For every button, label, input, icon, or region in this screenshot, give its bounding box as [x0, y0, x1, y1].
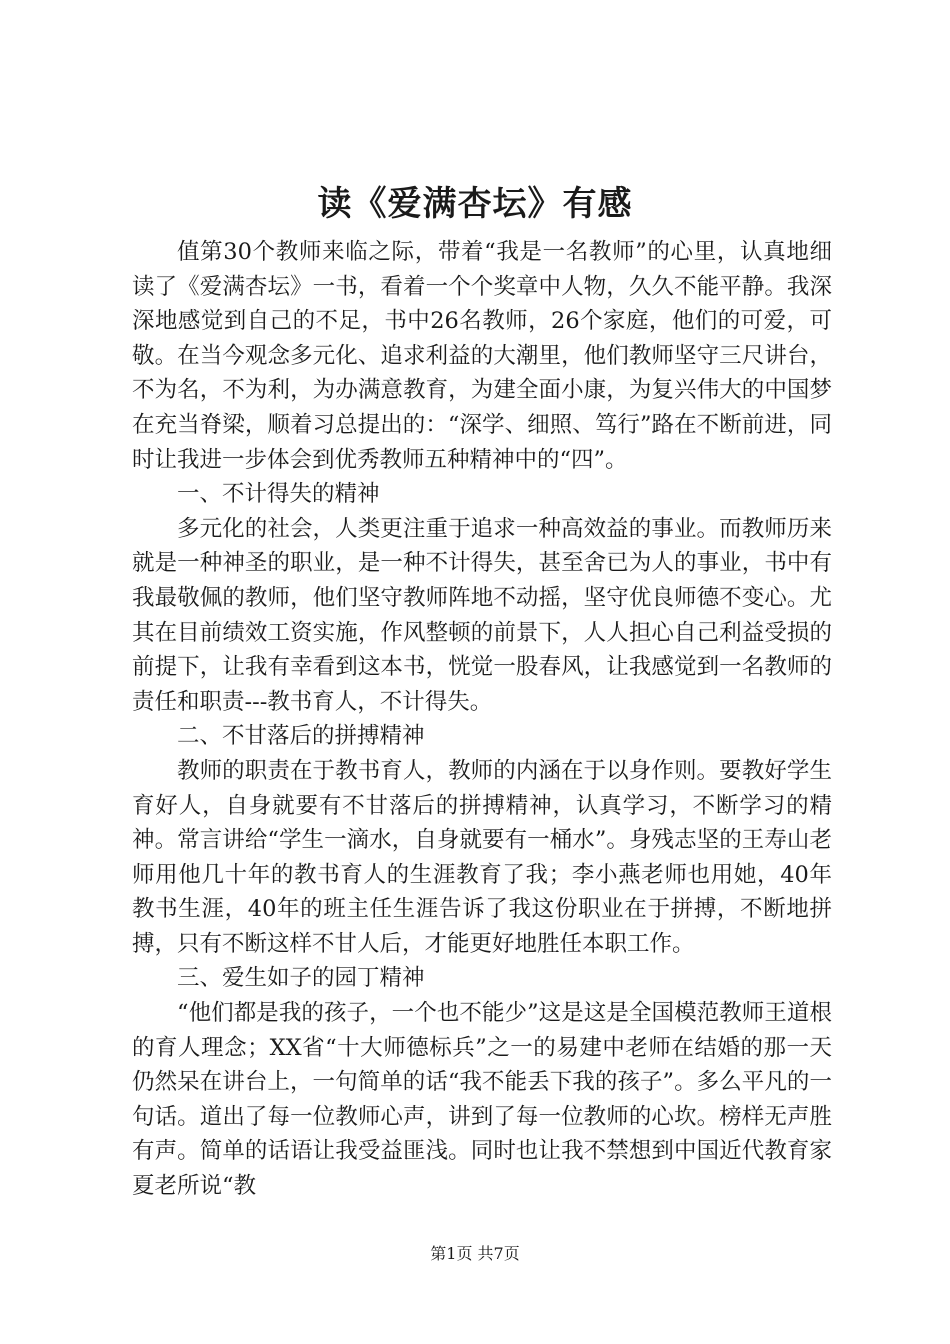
- section-heading-2: 二、不甘落后的拼搏精神: [177, 723, 425, 750]
- paragraph-section-3: “他们都是我的孩子，一个也不能少”这是这是全国模范教师王道根的育人理念；XX省“十大师德标兵”之一的易建中老师在结婚的那一天仍然呆在讲台上，一句简单的话“我不能丢下我的孩子”。多么平凡的一句话。道出了每一位教师心声，讲到了每一位教师的心坎。榜样无声胜有声。简单的话语让我受益匪浅。同时也让我不禁想到中国近代教育家夏老所说“教: [132, 1000, 832, 1200]
- paragraph-section-2: 教师的职责在于教书育人，教师的内涵在于以身作则。要教好学生育好人，自身就要有不甘落后的拼搏精神，认真学习，不断学习的精神。常言讲给“学生一滴水，自身就要有一桶水”。身残志坚的王寿山老师用他几十年的教书育人的生涯教育了我；李小燕老师也用她，40年教书生涯，40年的班主任生涯告诉了我这份职业在于拼搏，不断地拼搏，只有不断这样不甘人后，才能更好地胜任本职工作。: [132, 757, 832, 957]
- paragraph-intro: 值第30个教师来临之际，带着“我是一名教师”的心里，认真地细读了《爱满杏坛》一书，看着一个个奖章中人物，久久不能平静。我深深地感觉到自己的不足，书中26名教师，26个家庭，他们的可爱，可敬。在当今观念多元化、追求利益的大潮里，他们教师坚守三尺讲台，不为名，不为利，为办满意教育，为建全面小康，为复兴伟大的中国梦在充当脊梁，顺着习总提出的：“深学、细照、笃行”路在不断前进，同时让我进一步体会到优秀教师五种精神中的“四”。: [132, 239, 832, 473]
- section-heading-3: 三、爱生如子的园丁精神: [177, 965, 425, 992]
- paragraph-section-1: 多元化的社会，人类更注重于追求一种高效益的事业。而教师历来就是一种神圣的职业，是一种不计得失，甚至舍已为人的事业，书中有我最敬佩的教师，他们坚守教师阵地不动摇，坚守优良师德不变心。尤其在目前绩效工资实施，作风整顿的前景下，人人担心自己利益受损的前提下，让我有幸看到这本书，恍觉一股春风，让我感觉到一名教师的责任和职责---教书育人，不计得失。: [132, 515, 832, 715]
- section-heading-1: 一、不计得失的精神: [177, 481, 380, 508]
- document-title: 读《爱满杏坛》有感: [317, 184, 633, 224]
- document-body: [132, 235, 832, 1204]
- page-footer: 第1页 共7页: [430, 1244, 520, 1263]
